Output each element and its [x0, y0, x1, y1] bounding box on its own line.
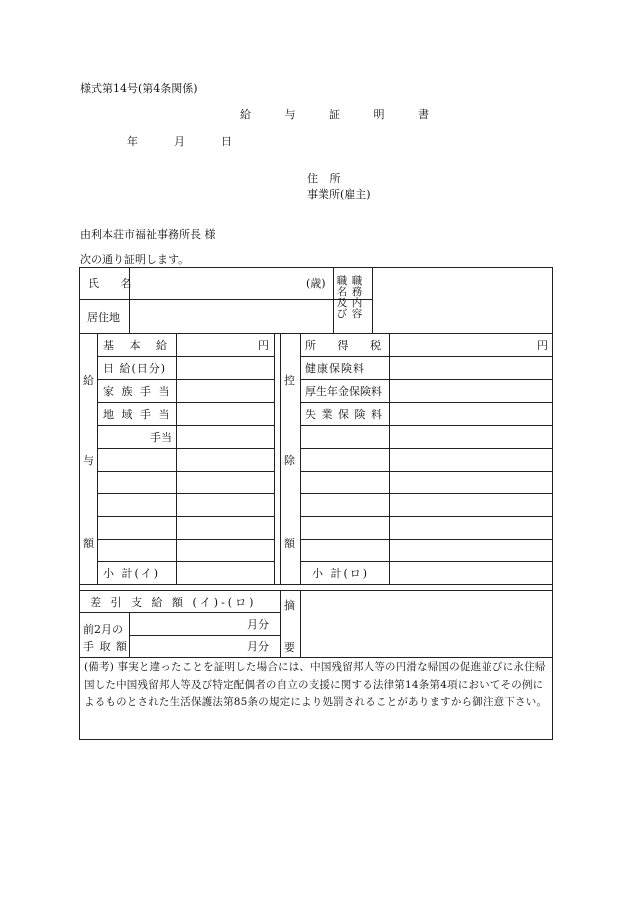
- job-label-char: 務: [351, 286, 363, 298]
- deduction-side-char: 控: [284, 374, 295, 387]
- income-row-label: 日 給(日分): [103, 362, 167, 375]
- income-side-char: 給: [83, 374, 94, 387]
- residence-field[interactable]: [131, 301, 331, 332]
- date-year: 年: [127, 135, 138, 148]
- income-row-label: 地 域 手 当: [103, 408, 172, 421]
- income-unit: 円: [258, 339, 269, 352]
- name-field[interactable]: [131, 269, 301, 298]
- job-label-char: 名: [336, 286, 348, 298]
- month-unit-2: 月分: [247, 640, 269, 653]
- deduction-row-label: 健康保険料: [305, 362, 365, 375]
- month-unit-1: 月分: [247, 618, 269, 631]
- job-label-char: び: [336, 308, 348, 320]
- prev-months-label-1: 前2月の: [83, 623, 123, 636]
- income-row-label: 基 本 給: [103, 339, 173, 352]
- name-label: 氏 名: [88, 277, 141, 290]
- deduction-side-char: 除: [284, 454, 295, 467]
- prev-months-label-2: 手 取 額: [83, 640, 128, 653]
- job-label-col1: [336, 276, 348, 320]
- remarks-side-char: 摘: [284, 599, 295, 612]
- income-amount-field[interactable]: [178, 335, 256, 355]
- address-label: 住 所: [307, 172, 345, 185]
- deduction-side-char: 額: [284, 537, 295, 550]
- income-side-char: 与: [83, 454, 94, 467]
- job-label-char: 内: [351, 297, 363, 309]
- net-pay-label: 差 引 支 給 額 (イ)-(ロ): [90, 596, 257, 609]
- document-title: 給 与 証 明 書: [240, 108, 444, 121]
- deduction-row-label: 失 業 保 険 料: [305, 408, 383, 421]
- employer-label: 事業所(雇主): [307, 188, 371, 201]
- job-label-char: 及: [336, 297, 348, 309]
- date-day: 日: [221, 135, 232, 148]
- addressee: 由利本荘市福祉事務所長 様: [80, 228, 216, 241]
- deduction-unit: 円: [537, 339, 548, 352]
- income-subtotal-label: 小 計(イ): [103, 567, 161, 580]
- job-field[interactable]: [374, 269, 550, 331]
- date-month: 月: [174, 135, 185, 148]
- job-label-char: 職: [351, 275, 363, 287]
- statement: 次の通り証明します。: [80, 253, 190, 266]
- remarks-field[interactable]: [302, 592, 550, 656]
- remarks-side-char: 要: [284, 641, 295, 654]
- prev-month-field-2[interactable]: [131, 637, 243, 656]
- job-label-char: 職: [336, 275, 348, 287]
- note-text: (備考) 事実と違ったことを証明した場合には、中国残留邦人等の円滑な帰国の促進並びに永住帰国した中国残留邦人等及び特定配偶者の自立の支援に関する法律第14条第4項においてその例によるものとされた生活保護法第85条の規定により処罰されることがありますから御注意下さい。: [84, 661, 548, 708]
- age-label: (歳): [306, 277, 326, 290]
- deduction-subtotal-label: 小 計(ロ): [312, 567, 370, 580]
- income-row-label: 手当: [150, 431, 172, 444]
- deduction-row-label: 所 得 税: [305, 339, 390, 352]
- income-row-label: 家 族 手 当: [103, 385, 172, 398]
- income-side-char: 額: [83, 537, 94, 550]
- residence-label: 居住地: [87, 311, 120, 324]
- job-label-char: 容: [351, 308, 363, 320]
- form-number: 様式第14号(第4条関係): [80, 82, 198, 95]
- job-label-col2: [351, 276, 363, 320]
- prev-month-field-1[interactable]: [131, 614, 243, 634]
- deduction-amount-field[interactable]: [391, 335, 531, 355]
- deduction-row-label: 厚生年金保険料: [305, 385, 382, 398]
